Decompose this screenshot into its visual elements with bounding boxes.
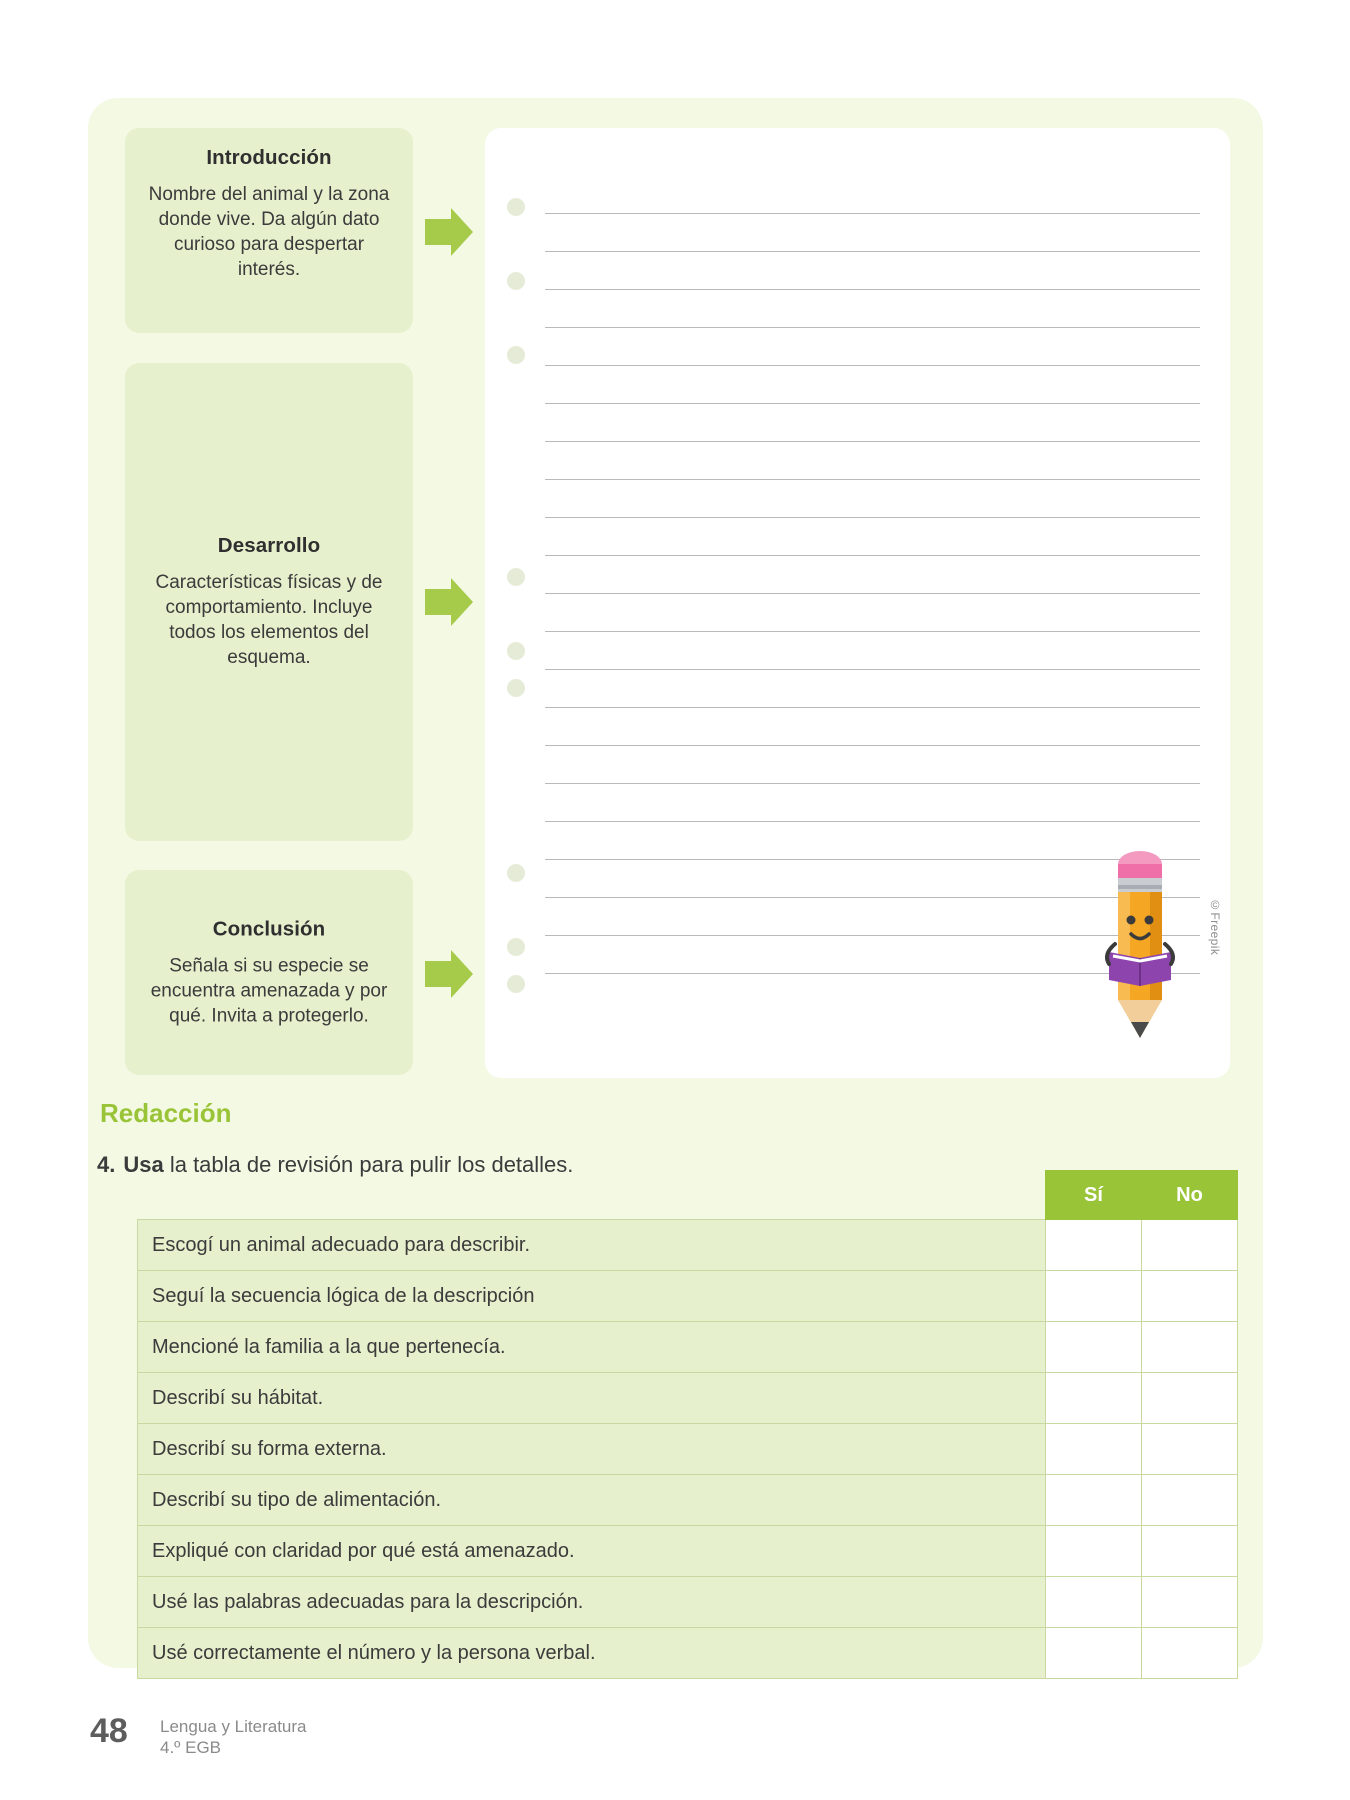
writing-line[interactable] (545, 366, 1200, 404)
writing-line[interactable] (545, 708, 1200, 746)
checklist-no-cell[interactable] (1142, 1577, 1238, 1628)
stage-title: Conclusión (212, 917, 326, 940)
writing-line[interactable] (545, 670, 1200, 708)
bullet-dot (507, 568, 525, 586)
table-row (138, 1526, 1238, 1577)
table-row (138, 1322, 1238, 1373)
arrow-right-icon (425, 206, 473, 258)
table-row (138, 1271, 1238, 1322)
table-row (138, 1373, 1238, 1424)
header-yes: Sí (1046, 1171, 1142, 1220)
checklist-no-cell[interactable] (1142, 1271, 1238, 1322)
stage-box-conclusion (125, 870, 413, 1075)
writing-line[interactable] (545, 632, 1200, 670)
checklist-yes-cell[interactable] (1046, 1220, 1142, 1271)
checklist-item-label: Seguí la secuencia lógica de la descripción (138, 1271, 1046, 1322)
checklist-no-cell[interactable] (1142, 1322, 1238, 1373)
writing-line[interactable] (545, 442, 1200, 480)
checklist-no-cell[interactable] (1142, 1628, 1238, 1679)
checklist-item-label: Expliqué con claridad por qué está amenazado. (138, 1526, 1046, 1577)
writing-line[interactable] (545, 214, 1200, 252)
writing-line[interactable] (545, 404, 1200, 442)
footer-line-1: Lengua y Literatura (160, 1717, 307, 1736)
writing-line[interactable] (545, 328, 1200, 366)
stage-box-introduccion (125, 128, 413, 333)
checklist-no-cell[interactable] (1142, 1475, 1238, 1526)
header-spacer (138, 1171, 1046, 1220)
checklist-item-label: Describí su forma externa. (138, 1424, 1046, 1475)
writing-line[interactable] (545, 518, 1200, 556)
table-row (138, 1220, 1238, 1271)
exercise-number: 4. (97, 1152, 116, 1177)
table-header-row (138, 1171, 1238, 1220)
checklist-item-label: Usé correctamente el número y la persona verbal. (138, 1628, 1046, 1679)
footer-subject (160, 1716, 307, 1758)
arrow-right-icon (425, 576, 473, 628)
table-row (138, 1628, 1238, 1679)
writing-line[interactable] (545, 290, 1200, 328)
writing-line[interactable] (545, 784, 1200, 822)
writing-sheet[interactable] (485, 128, 1230, 1078)
checklist-item-label: Describí su tipo de alimentación. (138, 1475, 1046, 1526)
checklist-yes-cell[interactable] (1046, 1322, 1142, 1373)
table-row (138, 1577, 1238, 1628)
bullet-dot (507, 642, 525, 660)
checklist-item-label: Mencioné la familia a la que pertenecía. (138, 1322, 1046, 1373)
checklist-no-cell[interactable] (1142, 1373, 1238, 1424)
arrow-right-icon (425, 948, 473, 1000)
pencil-mascot-icon (1085, 848, 1195, 1048)
bullet-dot (507, 198, 525, 216)
checklist-no-cell[interactable] (1142, 1424, 1238, 1475)
bullet-dot (507, 679, 525, 697)
writing-line[interactable] (545, 594, 1200, 632)
bullet-dot (507, 938, 525, 956)
stage-text: Señala si su especie se encuentra amenazada y por qué. Invita a protegerlo. (150, 955, 388, 1026)
stage-title: Introducción (206, 146, 332, 169)
checklist-item-label: Escogí un animal adecuado para describir. (138, 1220, 1046, 1271)
writing-line[interactable] (545, 556, 1200, 594)
checklist-no-cell[interactable] (1142, 1220, 1238, 1271)
instruction-rest: la tabla de revisión para pulir los detalles. (163, 1152, 574, 1177)
instruction-strong: Usa (123, 1152, 164, 1177)
section-heading-redaccion: Redacción (100, 1098, 232, 1128)
revision-checklist (137, 1170, 1237, 1679)
bullet-dot (507, 346, 525, 364)
checklist-yes-cell[interactable] (1046, 1373, 1142, 1424)
checklist-yes-cell[interactable] (1046, 1424, 1142, 1475)
writing-activity (125, 128, 1230, 1078)
checklist-yes-cell[interactable] (1046, 1628, 1142, 1679)
stage-title: Desarrollo (217, 534, 321, 557)
checklist-table (137, 1170, 1238, 1679)
writing-line[interactable] (545, 480, 1200, 518)
writing-line[interactable] (545, 176, 1200, 214)
bullet-dot (507, 975, 525, 993)
checklist-yes-cell[interactable] (1046, 1271, 1142, 1322)
image-credit: ©Freepik (1208, 898, 1222, 956)
writing-line[interactable] (545, 252, 1200, 290)
checklist-yes-cell[interactable] (1046, 1577, 1142, 1628)
footer-line-2: 4.º EGB (160, 1738, 222, 1757)
table-row (138, 1475, 1238, 1526)
stage-text: Características físicas y de comportamiento. Incluye todos los elementos del esquema. (155, 572, 383, 668)
bullet-dot (507, 864, 525, 882)
checklist-yes-cell[interactable] (1046, 1526, 1142, 1577)
checklist-yes-cell[interactable] (1046, 1475, 1142, 1526)
writing-line[interactable] (545, 746, 1200, 784)
bullet-dot (507, 272, 525, 290)
stage-text: Nombre del animal y la zona donde vive. Da algún dato curioso para despertar interés. (148, 184, 390, 280)
page-number: 48 (90, 1712, 128, 1750)
header-no: No (1142, 1171, 1238, 1220)
stage-box-desarrollo (125, 363, 413, 841)
table-row (138, 1424, 1238, 1475)
checklist-no-cell[interactable] (1142, 1526, 1238, 1577)
checklist-item-label: Describí su hábitat. (138, 1373, 1046, 1424)
checklist-item-label: Usé las palabras adecuadas para la descripción. (138, 1577, 1046, 1628)
